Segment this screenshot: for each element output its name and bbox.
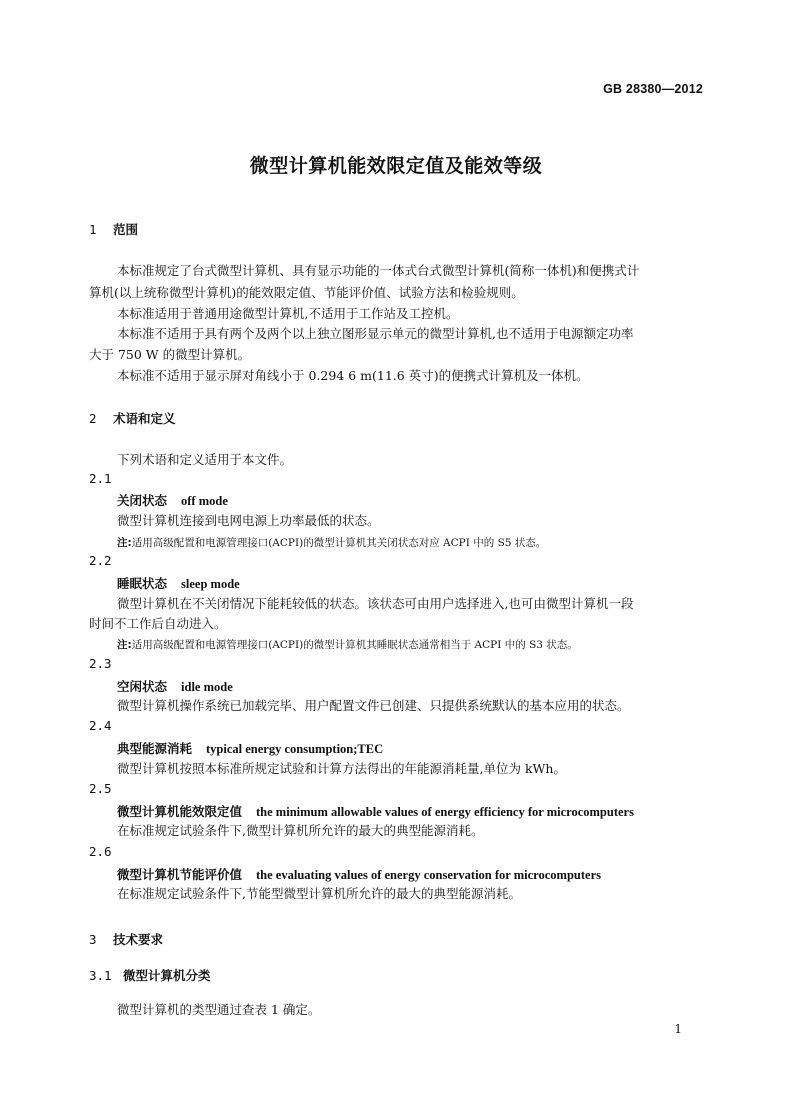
scope-paragraph-1-line-1: 本标准规定了台式微型计算机、具有显示功能的一体式台式微型计算机(简称一体机)和便携式计 — [117, 263, 640, 278]
term-number: 2.1 — [89, 471, 112, 486]
term-heading — [117, 802, 634, 820]
subsection-number: 3.1 — [89, 968, 112, 983]
term-number: 2.5 — [89, 781, 112, 796]
section-title: 技术要求 — [113, 932, 164, 947]
term-zh: 微型计算机能效限定值 — [117, 804, 243, 819]
subsection-3-1-heading — [89, 966, 211, 984]
standard-code: GB 28380—2012 — [603, 82, 703, 96]
note-label: 注: — [117, 639, 132, 651]
term-zh: 睡眠状态 — [117, 576, 168, 591]
scope-paragraph-1-line-2: 算机(以上统称微型计算机)的能效限定值、节能评价值、试验方法和检验规则。 — [89, 285, 524, 300]
term-definition: 微型计算机操作系统已加载完毕、用户配置文件已创建、只提供系统默认的基本应用的状态。 — [117, 698, 630, 713]
term-note — [117, 637, 578, 652]
term-definition: 在标准规定试验条件下,节能型微型计算机所允许的最大的典型能源消耗。 — [117, 886, 521, 901]
note-text: 适用高级配置和电源管理接口(ACPI)的微型计算机其关闭状态对应 ACPI 中的 S5 状态。 — [131, 537, 547, 549]
section-title: 术语和定义 — [113, 411, 176, 426]
term-heading — [117, 574, 240, 592]
page-number: 1 — [674, 1022, 682, 1036]
scope-paragraph-3-line-1: 本标准不适用于具有两个及两个以上独立图形显示单元的微型计算机,也不适用于电源额定功率 — [117, 326, 634, 341]
section-2-heading — [89, 409, 176, 427]
section-number: 3 — [89, 932, 97, 947]
term-number: 2.2 — [89, 553, 112, 568]
classification-paragraph: 微型计算机的类型通过查表 1 确定。 — [117, 1002, 321, 1017]
scope-paragraph-4: 本标准不适用于显示屏对角线小于 0.294 6 m(11.6 英寸)的便携式计算机及一体机。 — [117, 368, 589, 383]
section-number: 1 — [89, 222, 97, 237]
term-definition-line-1: 微型计算机在不关闭情况下能耗较低的状态。该状态可由用户选择进入,也可由微型计算机一段 — [117, 596, 634, 611]
term-zh: 关闭状态 — [117, 493, 168, 508]
section-1-heading — [89, 220, 138, 238]
term-number: 2.4 — [89, 718, 112, 733]
term-en: the evaluating values of energy conservation for microcomputers — [256, 868, 601, 882]
term-zh: 微型计算机节能评价值 — [117, 867, 243, 882]
term-number: 2.3 — [89, 656, 112, 671]
term-zh: 典型能源消耗 — [117, 741, 193, 756]
term-en: the minimum allowable values of energy efficiency for microcomputers — [256, 805, 634, 819]
term-heading — [117, 739, 383, 757]
section-3-heading — [89, 930, 163, 948]
section-number: 2 — [89, 411, 97, 426]
term-definition: 微型计算机连接到电网电源上功率最低的状态。 — [117, 513, 380, 528]
term-en: off mode — [181, 494, 228, 508]
note-label: 注: — [117, 537, 132, 549]
term-en: idle mode — [181, 680, 233, 694]
subsection-title: 微型计算机分类 — [123, 968, 211, 983]
term-en: typical energy consumption;TEC — [206, 742, 384, 756]
term-en: sleep mode — [181, 577, 240, 591]
scope-paragraph-2: 本标准适用于普通用途微型计算机,不适用于工作站及工控机。 — [117, 306, 459, 321]
scope-paragraph-3-line-2: 大于 750 W 的微型计算机。 — [89, 347, 251, 362]
term-zh: 空闲状态 — [117, 679, 168, 694]
term-definition: 微型计算机按照本标准所规定试验和计算方法得出的年能源消耗量,单位为 kWh。 — [117, 761, 566, 776]
term-number: 2.6 — [89, 844, 112, 859]
section-title: 范围 — [113, 222, 139, 237]
term-definition: 在标准规定试验条件下,微型计算机所允许的最大的典型能源消耗。 — [117, 823, 484, 838]
document-title: 微型计算机能效限定值及能效等级 — [249, 155, 543, 177]
term-heading — [117, 491, 228, 509]
term-note — [117, 535, 546, 550]
term-heading — [117, 677, 233, 695]
term-definition-line-2: 时间不工作后自动进入。 — [89, 616, 227, 631]
note-text: 适用高级配置和电源管理接口(ACPI)的微型计算机其睡眠状态通常相当于 ACPI 中的 S3 状态。 — [131, 639, 578, 651]
terms-intro: 下列术语和定义适用于本文件。 — [117, 452, 293, 467]
term-heading — [117, 865, 601, 883]
